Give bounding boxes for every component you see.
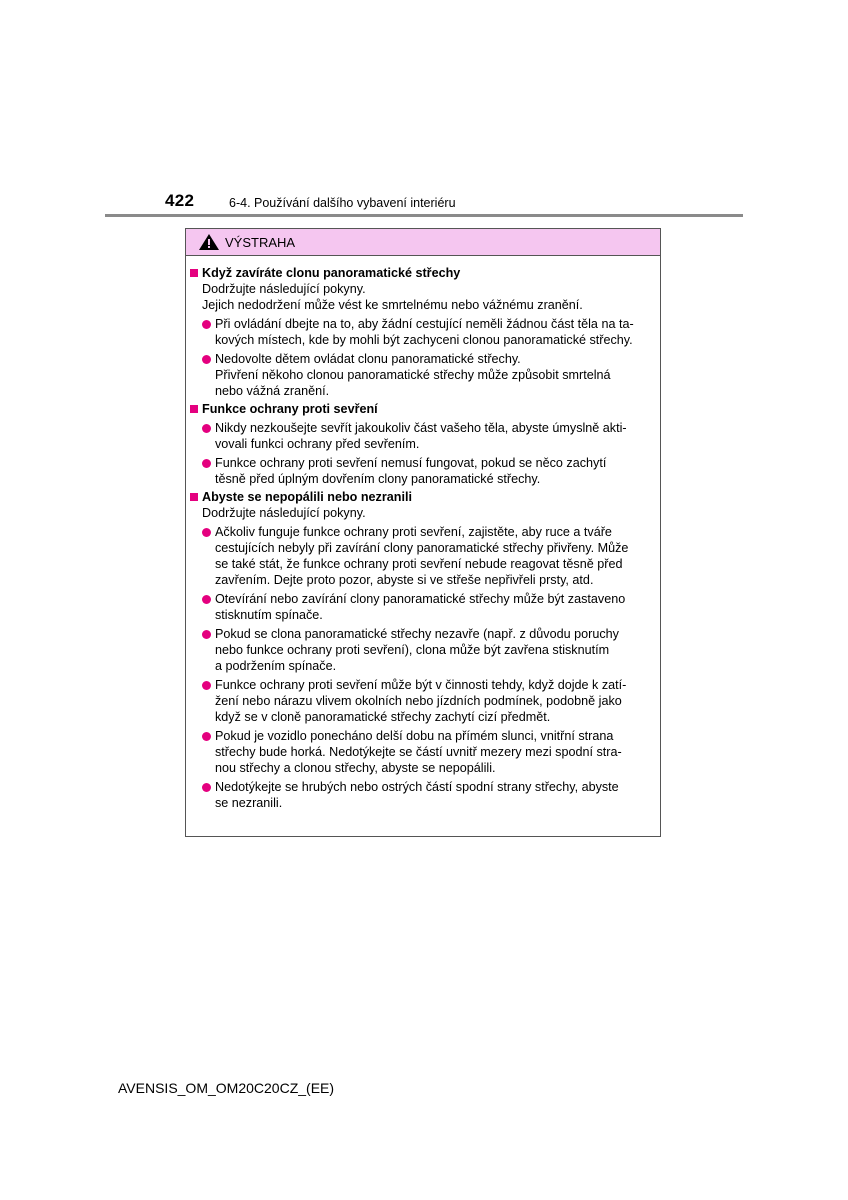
- bullet-item: [190, 420, 654, 452]
- square-bullet-icon: [190, 493, 198, 501]
- bullet-line: Ačkoliv funguje funkce ochrany proti sevření, zajistěte, aby ruce a tváře: [215, 525, 612, 539]
- warning-body: [186, 256, 660, 811]
- dot-bullet-icon: [202, 595, 211, 604]
- dot-bullet-icon: [202, 783, 211, 792]
- bullet-line: stisknutím spínače.: [215, 608, 323, 622]
- bullet-line: nou střechy a clonou střechy, abyste se nepopálili.: [215, 761, 496, 775]
- warning-label: VÝSTRAHA: [225, 234, 296, 250]
- bullet-line: a podržením spínače.: [215, 659, 337, 673]
- dot-bullet-icon: [202, 459, 211, 468]
- page-number: 422: [165, 191, 195, 210]
- bullet-text: [215, 626, 654, 674]
- dot-bullet-icon: [202, 424, 211, 433]
- bullet-line: Otevírání nebo zavírání clony panoramatické střechy může být zastaveno: [215, 592, 626, 606]
- dot-bullet-icon: [202, 732, 211, 741]
- bullet-line: Funkce ochrany proti sevření může být v činnosti tehdy, když dojde k zatí-: [215, 678, 627, 692]
- bullet-item: [190, 316, 654, 348]
- bullet-text: [215, 524, 654, 588]
- warning-section: [190, 401, 654, 487]
- bullet-line: Přivření někoho clonou panoramatické střechy může způsobit smrtelná: [215, 368, 611, 382]
- bullet-item: [190, 351, 654, 399]
- dot-bullet-icon: [202, 630, 211, 639]
- bullet-line: kových místech, kde by mohli být zachyceni clonou panoramatické střechy.: [215, 333, 633, 347]
- warning-section: [190, 265, 654, 399]
- bullet-line: Pokud se clona panoramatické střechy nezavře (např. z důvodu poruchy: [215, 627, 619, 641]
- section-heading-text: Abyste se nepopálili nebo nezranili: [202, 490, 412, 504]
- warning-header: [186, 229, 660, 256]
- bullet-item: [190, 779, 654, 811]
- warning-box: [185, 228, 661, 837]
- square-bullet-icon: [190, 269, 198, 277]
- warning-triangle-icon: [198, 233, 220, 251]
- bullet-line: Nikdy nezkoušejte sevřít jakoukoliv část vašeho těla, abyste úmyslně akti-: [215, 421, 627, 435]
- bullet-line: Nedovolte dětem ovládat clonu panoramatické střechy.: [215, 352, 521, 366]
- bullet-text: [215, 779, 654, 811]
- bullet-item: [190, 728, 654, 776]
- dot-bullet-icon: [202, 528, 211, 537]
- bullet-line: vovali funkci ochrany před sevřením.: [215, 437, 420, 451]
- bullet-line: Pokud je vozidlo ponecháno delší dobu na přímém slunci, vnitřní strana: [215, 729, 614, 743]
- bullet-line: cestujících nebyly při zavírání clony panoramatické střechy přivřeny. Může: [215, 541, 629, 555]
- section-heading: [190, 489, 654, 505]
- paragraph: Dodržujte následující pokyny.: [202, 282, 366, 296]
- bullet-line: těsně před úplným dovřením clony panoramatické střechy.: [215, 472, 541, 486]
- bullet-line: nebo vážná zranění.: [215, 384, 330, 398]
- section-title: 6-4. Používání dalšího vybavení interiéru: [229, 196, 456, 210]
- bullet-line: Nedotýkejte se hrubých nebo ostrých částí spodní strany střechy, abyste: [215, 780, 619, 794]
- section-heading: [190, 401, 654, 417]
- bullet-item: [190, 677, 654, 725]
- bullet-text: [215, 455, 654, 487]
- bullet-text: [215, 677, 654, 725]
- bullet-line: zavřením. Dejte proto pozor, abyste si ve střeše nepřivřeli prsty, atd.: [215, 573, 594, 587]
- bullet-text: [215, 591, 654, 623]
- bullet-line: se nezranili.: [215, 796, 283, 810]
- bullet-line: žení nebo nárazu vlivem okolních nebo jízdních podmínek, podobně jako: [215, 694, 622, 708]
- bullet-line: se také stát, že funkce ochrany proti sevření nebude reagovat těsně před: [215, 557, 623, 571]
- bullet-line: Funkce ochrany proti sevření nemusí fungovat, pokud se něco zachytí: [215, 456, 607, 470]
- section-heading-text: Když zavíráte clonu panoramatické střechy: [202, 266, 461, 280]
- section-heading-text: Funkce ochrany proti sevření: [202, 402, 378, 416]
- bullet-line: když se v cloně panoramatické střechy zachytí cizí předmět.: [215, 710, 551, 724]
- header-rule: [105, 214, 743, 217]
- bullet-text: [215, 728, 654, 776]
- bullet-line: nebo funkce ochrany proti sevření), clona může být zavřena stisknutím: [215, 643, 610, 657]
- bullet-line: střechy bude horká. Nedotýkejte se částí uvnitř mezery mezi spodní stra-: [215, 745, 622, 759]
- paragraph: Jejich nedodržení může vést ke smrtelnému nebo vážnému zranění.: [202, 298, 583, 312]
- dot-bullet-icon: [202, 320, 211, 329]
- bullet-text: [215, 351, 654, 399]
- bullet-line: Při ovládání dbejte na to, aby žádní cestující neměli žádnou část těla na ta-: [215, 317, 634, 331]
- paragraph: Dodržujte následující pokyny.: [202, 506, 366, 520]
- bullet-text: [215, 316, 654, 348]
- bullet-text: [215, 420, 654, 452]
- dot-bullet-icon: [202, 681, 211, 690]
- section-heading: [190, 265, 654, 281]
- dot-bullet-icon: [202, 355, 211, 364]
- warning-section: [190, 489, 654, 811]
- bullet-item: [190, 524, 654, 588]
- bullet-item: [190, 591, 654, 623]
- bullet-item: [190, 455, 654, 487]
- footer-code: AVENSIS_OM_OM20C20CZ_(EE): [118, 1080, 335, 1096]
- square-bullet-icon: [190, 405, 198, 413]
- bullet-item: [190, 626, 654, 674]
